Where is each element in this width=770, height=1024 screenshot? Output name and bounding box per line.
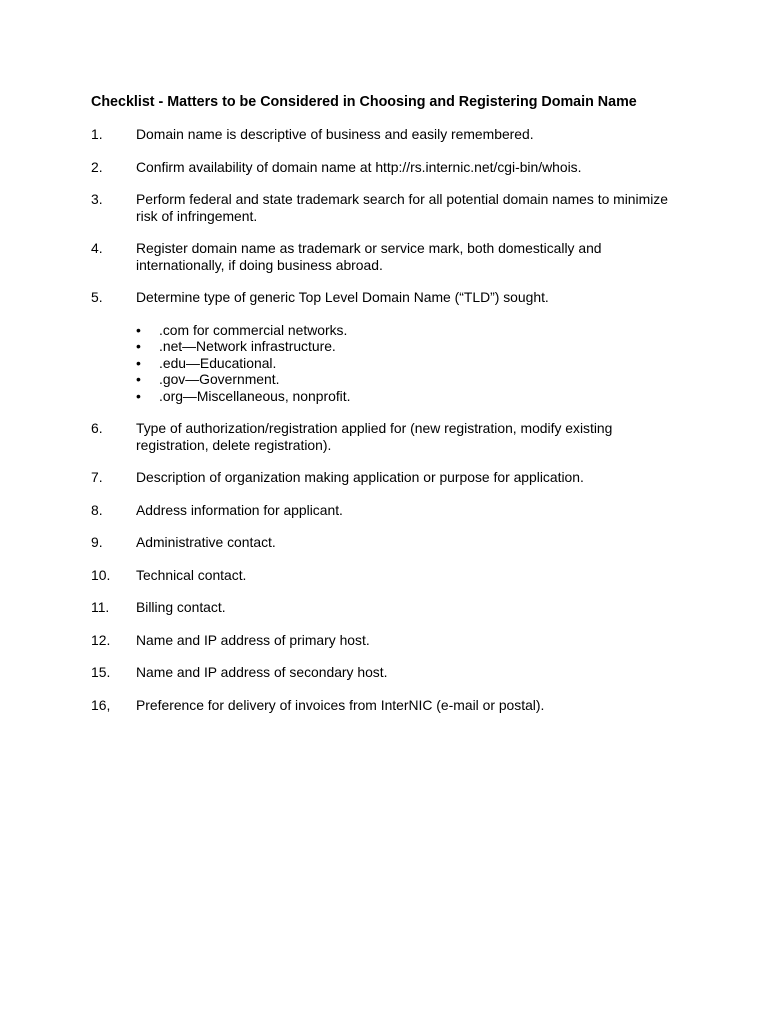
list-item (91, 632, 691, 649)
item-text: Confirm availability of domain name at http://rs.internic.net/cgi-bin/whois. (136, 158, 582, 175)
list-item (91, 664, 691, 681)
item-number: 7. (91, 469, 103, 485)
item-number: 16, (91, 696, 111, 713)
sublist-item-text: .com for commercial networks. (159, 321, 348, 338)
list-item (91, 126, 691, 143)
item-number: 3. (91, 191, 103, 207)
item-text: Perform federal and state trademark search for all potential domain names to minimize risk of infringement. (136, 191, 668, 224)
sublist-item-text: .edu—Educational. (159, 354, 277, 371)
list-item (91, 599, 691, 616)
item-text: Billing contact. (136, 599, 226, 615)
item-number: 15. (91, 664, 111, 680)
bullet-icon: • (136, 387, 141, 404)
item-text: Technical contact. (136, 566, 247, 583)
sublist-item (136, 388, 691, 405)
item-number: 1. (91, 126, 103, 142)
list-item (91, 469, 691, 486)
list-item (91, 191, 691, 224)
item-text: Description of organization making application or purpose for application. (136, 469, 584, 485)
item-text: Type of authorization/registration applied for (new registration, modify existing registration, delete registration). (136, 420, 613, 453)
sublist-item (136, 322, 691, 339)
sublist-item (136, 338, 691, 355)
list-item (91, 420, 691, 453)
list-item (91, 697, 691, 714)
list-item (91, 240, 691, 273)
list-item (91, 534, 691, 551)
item-text: Name and IP address of secondary host. (136, 664, 388, 680)
checklist (91, 126, 691, 729)
bullet-icon: • (136, 371, 141, 387)
tld-sublist (136, 322, 691, 405)
list-item (91, 567, 691, 584)
list-item (91, 159, 691, 176)
item-text: Address information for applicant. (136, 501, 343, 518)
item-number: 11. (91, 599, 110, 615)
list-item (91, 502, 691, 519)
bullet-icon: • (136, 338, 141, 354)
item-text: Name and IP address of primary host. (136, 631, 370, 648)
list-item (91, 289, 691, 404)
sublist-item-text: .gov—Government. (159, 371, 280, 387)
item-text: Domain name is descriptive of business and easily remembered. (136, 126, 534, 142)
item-number: 10. (91, 566, 111, 583)
sublist-item-text: .net—Network infrastructure. (159, 338, 336, 354)
item-number: 9. (91, 534, 103, 550)
sublist-item-text: .org—Miscellaneous, nonprofit. (159, 387, 351, 404)
bullet-icon: • (136, 354, 141, 371)
item-number: 6. (91, 420, 103, 436)
page-title: Checklist - Matters to be Considered in Choosing and Registering Domain Name (91, 94, 637, 110)
sublist-item (136, 371, 691, 388)
item-number: 4. (91, 240, 103, 256)
item-text: Determine type of generic Top Level Domain Name (“TLD”) sought. (136, 289, 549, 305)
item-text: Administrative contact. (136, 534, 276, 550)
item-number: 2. (91, 158, 103, 175)
item-text: Register domain name as trademark or service mark, both domestically and internationally, if doing business abroad. (136, 240, 602, 273)
item-number: 5. (91, 289, 103, 305)
sublist-item (136, 355, 691, 372)
bullet-icon: • (136, 321, 141, 338)
item-number: 12. (91, 631, 111, 648)
item-text: Preference for delivery of invoices from InterNIC (e-mail or postal). (136, 696, 545, 713)
item-number: 8. (91, 501, 103, 518)
